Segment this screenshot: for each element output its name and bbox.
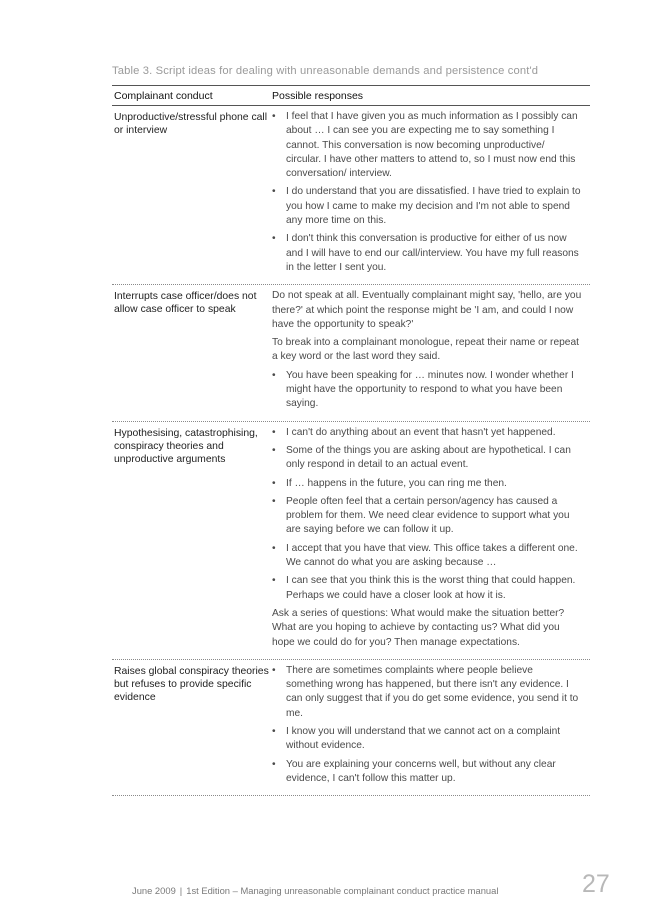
table-row — [112, 106, 590, 285]
header-conduct: Complainant conduct — [114, 89, 213, 102]
footer-date: June 2009 — [132, 885, 176, 896]
response-bullet — [272, 758, 590, 787]
response-bullet — [272, 477, 590, 491]
response-bullet — [272, 444, 590, 473]
response-text: There are sometimes complaints where people believe something wrong has happened, but there isn't any evidence. I can only suggest that if you do get some evidence, you send it to me. — [286, 664, 579, 719]
bullet-icon: • — [272, 477, 276, 489]
table-row — [112, 422, 590, 660]
bullet-icon: • — [272, 186, 276, 198]
footer-title: – Managing unreasonable complainant conduct practice manual — [232, 885, 499, 896]
response-bullet — [272, 232, 590, 275]
response-paragraph: Do not speak at all. Eventually complainant might say, 'hello, are you there?' at which point the response might be 'I am, and could I now have the opportunity to speak?' — [272, 290, 582, 330]
table-caption: Table 3. Script ideas for dealing with unreasonable demands and persistence cont'd — [112, 65, 539, 77]
response-bullet — [272, 110, 590, 181]
bullet-icon: • — [272, 111, 276, 122]
response-bullet — [272, 725, 590, 754]
responses-cell — [272, 110, 590, 279]
response-bullet — [272, 369, 590, 412]
bullet-icon: • — [272, 664, 276, 676]
response-text: If … happens in the future, you can ring me then. — [286, 477, 507, 489]
response-text: I can't do anything about an event that hasn't yet happened. — [286, 426, 556, 438]
response-bullet — [272, 542, 590, 571]
document-page — [112, 64, 590, 796]
bullet-icon: • — [272, 575, 276, 587]
responses-cell — [272, 426, 590, 654]
page-footer — [132, 885, 498, 896]
response-bullet — [272, 664, 590, 721]
conduct-cell: Hypothesising, catastrophising, conspiracy theories and unproductive arguments — [114, 427, 258, 465]
response-bullet — [272, 426, 590, 440]
bullet-icon: • — [272, 426, 276, 438]
page-number: 27 — [582, 870, 610, 898]
conduct-cell: Interrupts case officer/does not allow case officer to speak — [114, 291, 257, 316]
response-bullet — [272, 574, 590, 603]
bullet-icon: • — [272, 725, 276, 737]
response-text: I accept that you have that view. This office takes a different one. We cannot do what you are asking because … — [286, 542, 578, 569]
bullet-icon: • — [272, 233, 276, 245]
conduct-cell: Raises global conspiracy theories but refuses to provide specific evidence — [114, 665, 269, 703]
response-bullet — [272, 495, 590, 538]
table-header — [112, 85, 590, 106]
bullet-icon: • — [272, 369, 276, 381]
response-paragraph: Ask a series of questions: What would make the situation better? What are you hoping to achieve by contacting us? What did you hope we could do for you? Then manage expectations. — [272, 607, 565, 648]
responses-cell — [272, 664, 590, 790]
responses-cell — [272, 289, 590, 415]
response-text: I know you will understand that we cannot act on a complaint without evidence. — [286, 725, 561, 752]
response-text: I do understand that you are dissatisfied. I have tried to explain to you how I came to make my decision and I'm not able to spend any more time on this. — [286, 186, 581, 227]
response-text: I don't think this conversation is productive for either of us now and I will have to end our call/interview. You have my full reasons in the letter I sent you. — [286, 233, 579, 273]
response-text: Some of the things you are asking about are hypothetical. I can only respond in detail to an actual event. — [286, 444, 571, 471]
response-text: You are explaining your concerns well, but without any clear evidence, I can't follow this matter up. — [286, 758, 556, 784]
bullet-icon: • — [272, 495, 276, 507]
response-text: I can see that you think this is the worst thing that could happen. Perhaps we could have a closer look at how it is. — [286, 575, 576, 601]
bullet-icon: • — [272, 542, 276, 554]
bullet-icon: • — [272, 444, 276, 456]
table-body — [112, 106, 590, 796]
response-text: I feel that I have given you as much information as I possibly can about … I can see you are expecting me to say something I cannot. This conversation is now becoming unproductive/ circular. I have other matters to attend to, so I must now end this conversation/ interview. — [286, 111, 578, 180]
table-row — [112, 285, 590, 421]
header-responses: Possible responses — [272, 89, 364, 102]
conduct-cell: Unproductive/stressful phone call or interview — [114, 112, 268, 136]
response-text: People often feel that a certain person/agency has caused a problem for them. We need clear evidence to support what you are saying before we can follow it up. — [286, 495, 570, 536]
response-paragraph: To break into a complainant monologue, repeat their name or repeat a key word or the last word they said. — [272, 337, 579, 363]
footer-separator: | — [179, 885, 183, 896]
bullet-icon: • — [272, 758, 276, 770]
response-bullet — [272, 185, 590, 228]
response-text: You have been speaking for … minutes now. I wonder whether I might have the opportunity to respond to what you have been saying. — [286, 369, 574, 410]
table-row — [112, 660, 590, 796]
footer-edition: 1st Edition — [186, 885, 231, 896]
